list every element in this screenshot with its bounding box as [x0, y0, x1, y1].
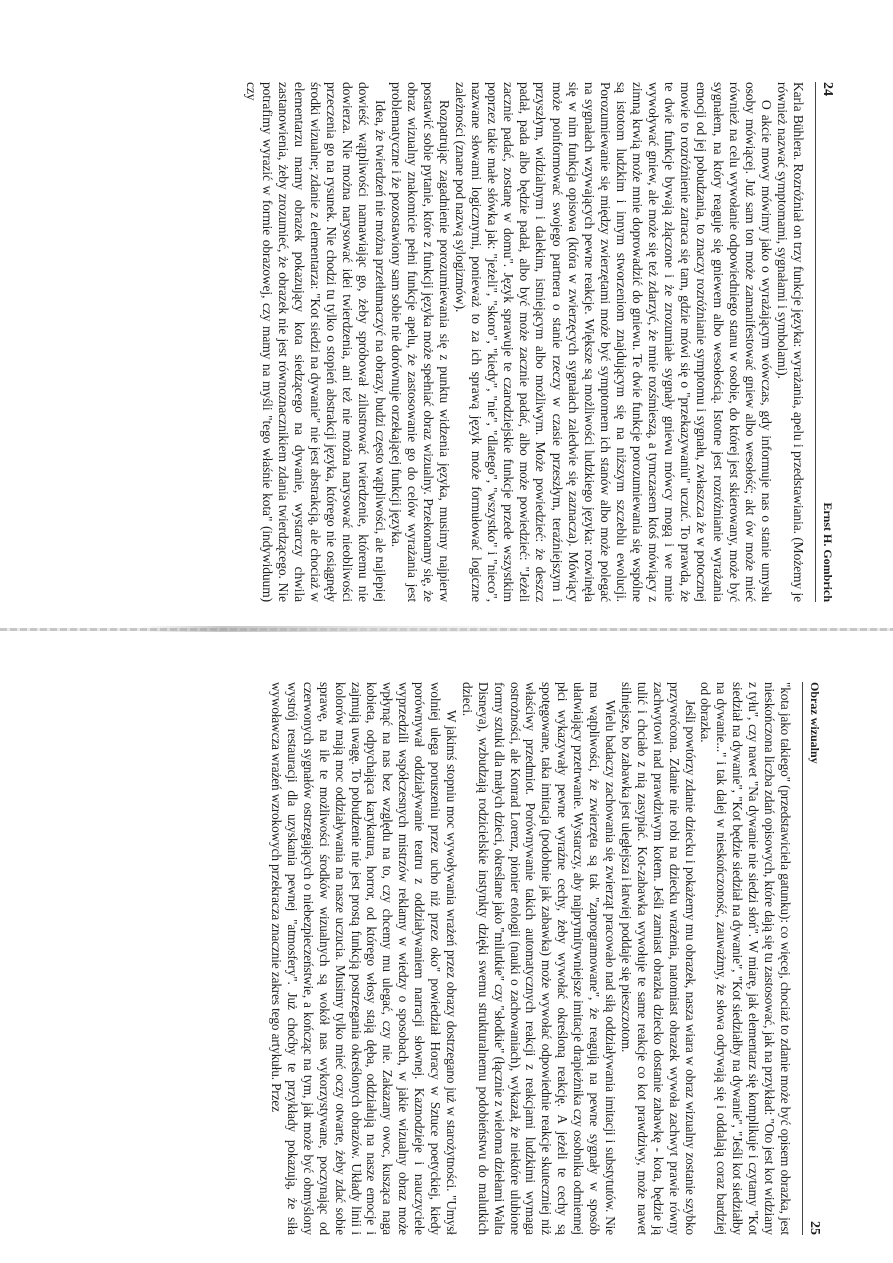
scan-smudge — [140, 626, 550, 632]
left-paragraph-1: Karla Bühlera. Rozróżniał on trzy funkcje języka: wyrażania, apelu i przedstawiania. (Możemy je również nazwać symptomami, sygnałami i symbolami). — [774, 82, 806, 602]
left-page — [65, 82, 835, 602]
left-page-number: 24 — [820, 82, 835, 96]
right-paragraph-4: W jakimś stopniu moc wywoływania wrażeń przez obrazy dostrzegano już w starożytności. "Umysł wolniej ulega poruszeniu przez ucho niż przez oko" powiedział Horacy w Sztuce poetyckiej, kiedy porównywał oddziaływanie teatru z oddziaływaniem narracji słownej. Kaznodzieje i nauczyciele wyprzedzili współczesnych mistrzów reklamy w wiedzy o sposobach, w jakie wizualny obraz może wpłynąć na nas bez względu na to, czy chcemy mu ulegać, czy nie. Zakazany owoc, kusząca naga kobieta, odpychająca karykatura, horror, od którego włosy stają dęba, oddziałują na nasze emocje i zajmują uwagę. To pobudzenie nie jest prostą funkcją postrzegania określonych obrazów. Układy linii i kolorów mają moc oddziaływania na nasze uczucia. Musimy tylko mieć oczy otwarte, żeby zdać sobie sprawę, na ile te możliwości środków wizualnych są wokół nas wykorzystywane, poczynając od czerwonych sygnałów ostrzegających o niebezpieczeństwie, a kończąc na tym, jak może być obmyślony wystrój restauracji dla uzyskania pewnej "atmosfery". Już choćby te przykłady pokazują, że siła wywoławcza wrażeń wzrokowych przekracza znacznie zakres tego artykułu. Przez — [269, 682, 459, 1235]
right-paragraph-2: Jeśli powtórzy zdanie dziecku i pokażemy mu obrazek, nasza wiara w obraz wizualny zostanie szybko przywrócona. Zdanie nie robi na dziecku wrażenia, natomiast obrazek wywoła zachwyt prawie równy zachwytowi nad prawdziwym kotem. Jeśli zamiast obrazka dziecko dostanie zabawkę - kota, będzie ją tulić i chciało z nią zasypiać. Kot-zabawka wywołuje te same reakcje co kot prawdziwy, może nawet silniejsze, bo zabawka jest uległejsza i łatwiej poddaje się pieszczotom. — [618, 682, 698, 1235]
left-paragraph-3: Rozpatrując zagadnienie porozumiewania się z punktu widzenia języka, musimy najpierw postawić sobie pytanie, które z funkcji języka może spełniać obraz wizualny. Przekonamy się, że obraz wizualny znakomicie pełni funkcje apelu, że zastosowanie go do celów wyrażania jest problematyczne i że pozostawiony sam sobie nie dorównuje orzekającej funkcji języka. — [388, 82, 452, 602]
right-page — [67, 682, 822, 1235]
right-page-number: 25 — [807, 1221, 822, 1235]
left-running-head-author: Ernst H. Gombrich — [821, 502, 835, 602]
right-running-head-title: Obraz wizualny — [808, 682, 822, 764]
right-running-header — [802, 682, 822, 1235]
right-paragraph-3: Wielu badaczy zachowania się zwierząt pracowało nad siłą oddziaływania imitacji i substytutów. Nie ma wątpliwości, że zwierzęta są tak "zaprogramowane", że reagują na pewne sygnały w sposób ułatwiający przetrwanie. Wystarczy, aby najprymitywniejsze imitacje drapieżnika czy osobnika odmiennej płci wykazywały pewne wyraźne cechy, żeby wywołać określoną reakcję. A jeżeli te cechy są spotęgowane, taka imitacja (podobnie jak zabawka) może wywołać odpowiednie reakcje skuteczniej niż właściwy przedmiot. Porównywanie takich automatycznych reakcji z reakcjami ludzkimi wymaga ostrożności, ale Konrad Lorenz, pionier etologii (nauki o zachowaniach), wykazał, że niektóre ulubione formy sztuki dla małych dzieci, określane jako "milutkie" czy "słodkie" (łącznie z wieloma dziełami Walta Disneya), wzbudzają rodzicielskie instynkty dzięki swemu strukturalnemu podobieństwu do malutkich dzieci. — [459, 682, 619, 1235]
left-running-header — [815, 82, 835, 602]
right-paragraph-1: "kota jako takiego" (przedstawiciela gatunku): co więcej, chociaż to zdanie może być opisem obrazka, jest nieskończona liczba zdań opisowych, które dają się tu zastosować, jak na przykład: "Oto jest kot widziany z tyłu", czy nawet "Na dywanie nie siedzi słoń". W miarę, jak elementarz się komplikuje i czytamy "Kot siedział na dywanie", "Kot będzie siedział na dywanie", "Kot siedziałby na dywanie", "Jeśli kot siedziałby na dywanie..." i tak dalej w nieskończoność, zauważmy, że słowa odrywają się i oddalają coraz bardziej od obrazka. — [698, 682, 793, 1235]
left-paragraph-4: Idea, że twierdzeń nie można przetłumaczyć na obrazy, budzi często wątpliwości, ale najlepiej dowieść wątpliwości namawiając go, żeby spróbował zilustrować twierdzenie, któremu nie dowierza. Nie można narysować idei twierdzenia, ani też nie można narysować nieobliwości przeczenia go na rysunek. Nie chodzi tu tylko o stopień abstrakcji języka, którego nie osiągnęły środki wizualne; zdanie z elementarza: "Kot siedzi na dywanie" nie jest abstrakcją, ale chociaż w elementarzu mamy obrazek pokazujący kota siedzącego na dywanie, wystarczy chwila zastanowienia, żeby zrozumieć, że obrazek nie jest równoznacznikiem zdania twierdzącego. Nie potrafimy wyrazić w formie obrazowej, czy mamy na myśli "tego właśnie kota" (indywiduum) czy — [243, 82, 388, 602]
left-paragraph-2: O akcie mowy mówimy jako o wyrażającym wówczas, gdy informuje nas o stanie umysłu osoby mówiącej. Już sam ton może zamanifestować gniew albo wesołość; akt ów może mieć również na celu wywołanie odpowiedniego stanu w osobie, do której jest skierowany, może być sygnałem, na który reaguje się gniewem albo wesołością. Istotne jest rozróżnianie wyrażania emocji od jej pobudzania, to znaczy rozróżnianie symptomu i sygnału, zwłaszcza że w potocznej mowie to rozróżnienie zatraca się tam, gdzie mówi się o "przekazywaniu" uczuć. To prawda, że te dwie funkcje bywają złączone i że zrozumiałe sygnały gniewu mówcy mogą i we mnie wywoływać gniew, ale może się też zdarzyć, że mnie rozśmieszą, a tymczasem ktoś mówiący z zimną krwią może mnie doprowadzić do gniewu. Te dwie funkcje porozumiewania się wspólne są istotom ludzkim i innym stworzeniom znajdującym się na niższym szczeblu ewolucji. Porozumiewanie się między zwierzętami może być symptomem ich stanów albo może polegać na sygnałach wzywających pewne reakcje. Większe są możliwości ludzkiego języka: rozwinęła się w nim funkcja opisowa (która w zwierzęcych sygnałach zaledwie się zaznacza). Mówiący może poinformować swojego partnera o stanie rzeczy w czasie przeszłym, teraźniejszym i przyszłym, widzialnym i dalekim, istniejącym albo możliwym. Może powiedzieć: że deszcz padał, pada albo będzie padał, albo być może zacznie padać, albo może powiedzieć: "Jeżeli zacznie padać, zostanę w domu". Język sprawuje te czarodziejskie funkcje przede wszystkim poprzez takie małe słówka jak: "jeżeli", "skoro", "kiedy", "nie", "dlatego", "wszystko" i "nieco", nazwane słowami logicznymi, ponieważ to za ich sprawą język może formułować logiczne zależności (znane pod nazwą sylogizmów). — [453, 82, 774, 602]
